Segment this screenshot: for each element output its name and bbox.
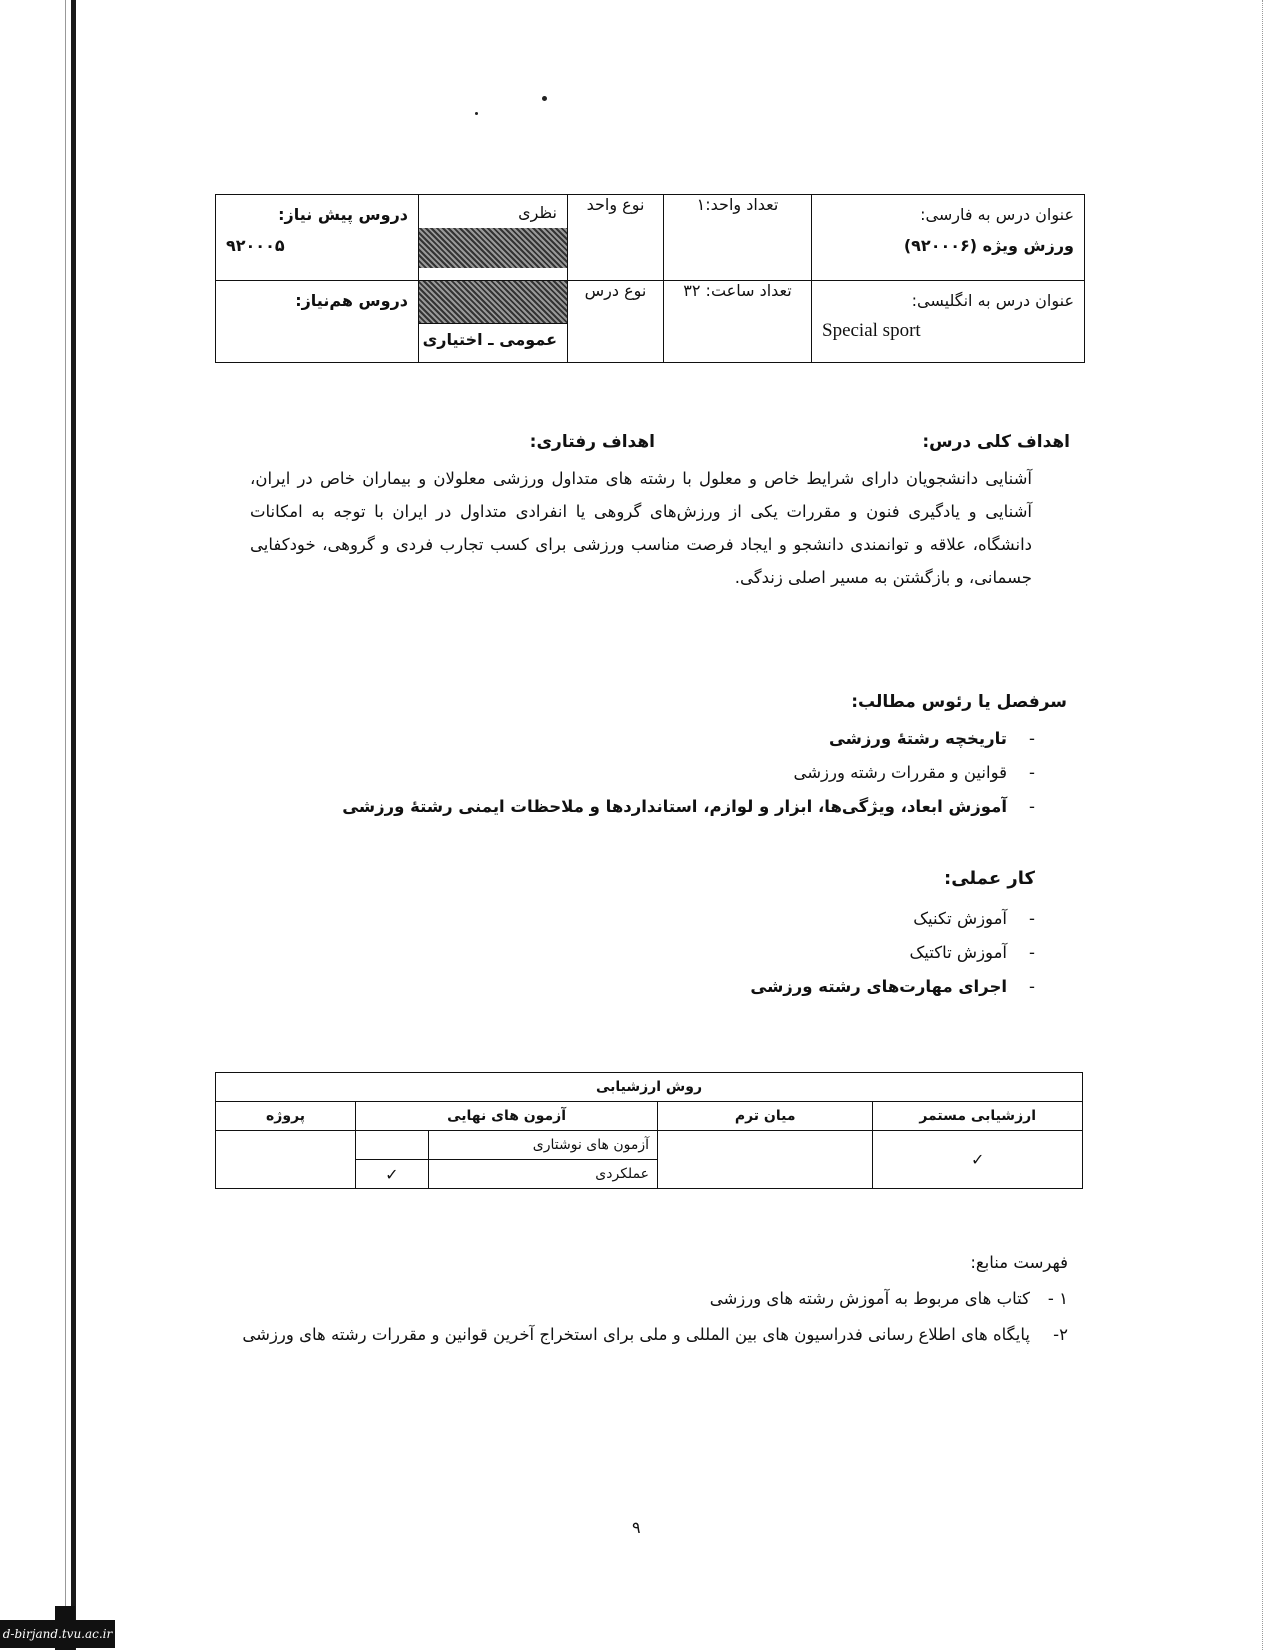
- practical-list: [750, 902, 1035, 1004]
- list-item: -آموزش تکنیک: [913, 909, 1035, 928]
- goals-paragraph: آشنایی دانشجویان دارای شرایط خاص و معلول با رشته های متداول ورزشی معلولان و بیماران خاص در ایران، آشنایی و یادگیری فنون و مقررات یکی از ورزش‌های گروهی یا انفرادی متداول در ایران با توجه به امکانات دانشگاه، علاقه و توانمندی دانشجو و ایجاد فرصت مناسب ورزشی برای کسب تجارب فردی و گروهی، خودکفایی جسمانی، و بازگشتن به مسیر اصلی زندگی.: [250, 469, 1032, 587]
- list-item: -اجرای مهارت‌های رشته ورزشی: [750, 977, 1035, 996]
- list-item: -آموزش ابعاد، ویژگی‌ها، ابزار و لوازم، استانداردها و ملاحظات ایمنی رشتهٔ ورزشی: [342, 797, 1035, 816]
- evaluation-table: [215, 1072, 1083, 1189]
- prereq-value: ۹۲۰۰۰۵: [226, 236, 285, 255]
- title-fa-cell: [812, 195, 1085, 281]
- units-label: تعداد واحد:۱: [696, 195, 779, 214]
- scan-right-edge: [1262, 0, 1264, 1650]
- scan-speck: [542, 96, 547, 101]
- course-type-label: نوع درس: [584, 281, 647, 300]
- unit-type-label-cell: [568, 195, 664, 281]
- col-project: پروژه: [216, 1102, 356, 1131]
- performance-check: ✓: [356, 1160, 428, 1189]
- course-type-general: عمومی ـ اختیاری: [419, 323, 567, 353]
- scan-speck: [475, 112, 478, 115]
- row-written: آزمون های نوشتاری: [428, 1131, 657, 1160]
- units-cell: [664, 195, 812, 281]
- continuous-check: ✓: [873, 1131, 1083, 1189]
- general-goals-heading: اهداف کلی درس:: [922, 432, 1070, 452]
- title-en-cell: [812, 281, 1085, 363]
- prereq-label: دروس پیش نیاز:: [278, 205, 408, 224]
- list-item: ۲-پایگاه های اطلاع رسانی فدراسیون های بین المللی و ملی برای استخراج آخرین قوانین و مقررات رشته های ورزشی: [242, 1325, 1068, 1344]
- topics-list: [342, 722, 1035, 824]
- course-info-table: [215, 194, 1085, 363]
- col-final: آزمون های نهایی: [356, 1102, 658, 1131]
- practical-heading: کار عملی:: [944, 868, 1035, 889]
- references-section: [238, 1245, 1068, 1353]
- page-number: ۹: [632, 1518, 641, 1537]
- col-midterm: میان ترم: [658, 1102, 873, 1131]
- coreq-label: دروس هم‌نیاز:: [295, 291, 408, 310]
- title-fa-label: عنوان درس به فارسی:: [920, 205, 1074, 224]
- topics-heading: سرفصل یا رئوس مطالب:: [851, 692, 1067, 712]
- title-en-label: عنوان درس به انگلیسی:: [911, 291, 1074, 310]
- scan-hatched-area: [419, 281, 567, 323]
- list-item: ۱ -کتاب های مربوط به آموزش رشته های ورزشی: [709, 1289, 1068, 1308]
- project-cell: [216, 1131, 356, 1189]
- list-item: -تاریخچه رشتهٔ ورزشی: [828, 729, 1035, 748]
- written-check-cell: [356, 1131, 428, 1160]
- course-type-cell: [419, 281, 568, 363]
- title-en-value: Special sport: [822, 320, 921, 341]
- hours-cell: [664, 281, 812, 363]
- unit-type-theory: نظری: [518, 203, 557, 222]
- course-type-label-cell: [568, 281, 664, 363]
- scan-binding-edge: [65, 0, 66, 1650]
- hours-label: تعداد ساعت: ۳۲: [683, 281, 792, 300]
- midterm-cell: [658, 1131, 873, 1189]
- title-fa-value: ورزش ویژه (۹۲۰۰۰۶): [903, 236, 1074, 255]
- col-continuous: ارزشیابی مستمر: [873, 1102, 1083, 1131]
- coreq-cell: [216, 281, 419, 363]
- evaluation-title: روش ارزشیابی: [216, 1073, 1083, 1102]
- unit-type-label: نوع واحد: [586, 195, 645, 214]
- scan-hatched-area: [419, 228, 567, 268]
- references-heading: فهرست منابع:: [970, 1253, 1068, 1272]
- behavioral-goals-heading: اهداف رفتاری:: [529, 432, 655, 452]
- list-item: -آموزش تاکتیک: [909, 943, 1035, 962]
- list-item: -قوانین و مقررات رشته ورزشی: [793, 763, 1035, 782]
- scan-binding-line: [71, 0, 76, 1650]
- unit-type-cell: [419, 195, 568, 281]
- site-watermark: d-birjand.tvu.ac.ir: [0, 1620, 115, 1648]
- prereq-cell: [216, 195, 419, 281]
- row-performance: عملکردی: [428, 1160, 657, 1189]
